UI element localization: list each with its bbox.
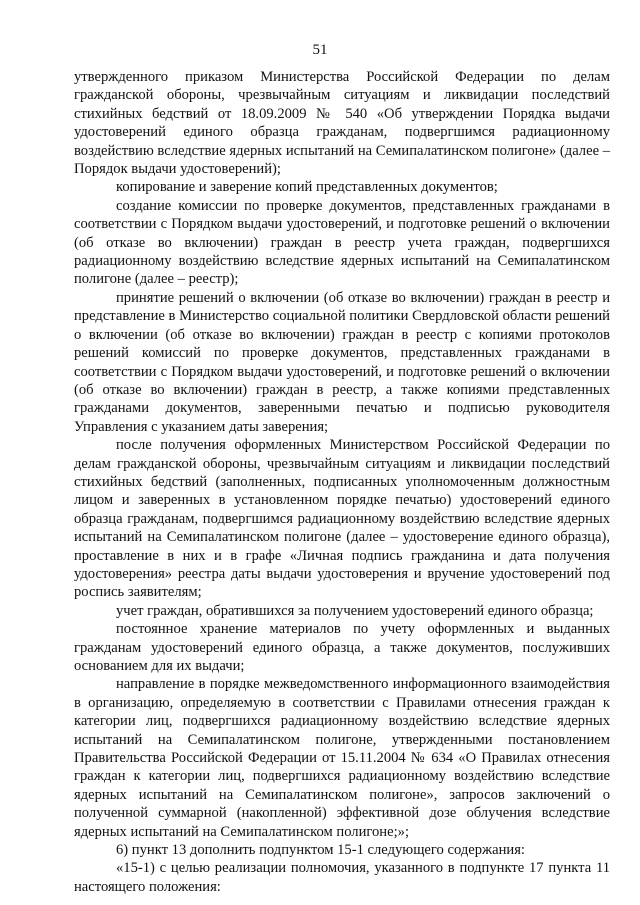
- paragraph: принятие решений о включении (об отказе во включении) граждан в реестр и представление в Министерство социальной политики Свердловской области решений о включении (об отказе во включении) граждан в реестр с копиями протоколов решений комиссий по проверке документов, представленных гражданами в соответствии с Порядком выдачи удостоверений, и подготовке решений о включении (об отказе во включении) граждан в реестр, а также копиями представленных гражданами документов, заверенными печатью и подписью руководителя Управления с указанием даты заверения;: [74, 289, 610, 435]
- paragraph: учет граждан, обратившихся за получением удостоверений единого образца;: [116, 602, 594, 619]
- paragraph: «15-1) с целью реализации полномочия, указанного в подпункте 17 пункта 11 настоящего положения:: [74, 860, 610, 895]
- paragraph: после получения оформленных Министерством Российской Федерации по делам гражданской обороны, чрезвычайным ситуациям и ликвидации последствий стихийных бедствий (заполненных, подписанных уполномоченным должностным лицом и заверенных в установленном порядке печатью) удостоверений единого образца гражданам, подвергшимся радиационному воздействию вследствие ядерных испытаний на Семипалатинском полигоне (далее – удостоверение единого образца), проставление в них и в графе «Личная подпись гражданина и дата получения удостоверения» реестра даты выдачи удостоверения и вручение удостоверений под роспись заявителям;: [74, 437, 610, 601]
- paragraph: постоянное хранение материалов по учету оформленных и выданных гражданам удостоверений единого образца, а также документов, послуживших основанием для их выдачи;: [74, 621, 610, 674]
- paragraph: направление в порядке межведомственного информационного взаимодействия в организацию, определяемую в соответствии с Правилами отнесения граждан к категории лиц, подвергшихся радиационному воздействию вследствие ядерных испытаний на Семипалатинском полигоне, утвержденными постановлением Правительства Российской Федерации от 15.11.2004 № 634 «О Правилах отнесения граждан к категории лиц, подвергшихся радиационному воздействию вследствие ядерных испытаний на Семипалатинском полигоне», запросов заключений о полученной суммарной (накопленной) эффективной дозе облучения вследствие ядерных испытаний на Семипалатинском полигоне;»;: [74, 676, 610, 840]
- paragraph: копирование и заверение копий представленных документов;: [116, 179, 498, 196]
- paragraph: создание комиссии по проверке документов, представленных гражданами в соответствии с Порядком выдачи удостоверений, и подготовке решений о включении (об отказе во включении) граждан в реестр учета граждан, подвергшихся радиационному воздействию вследствие ядерных испытаний на Семипалатинском полигоне (далее – реестр);: [74, 197, 610, 288]
- document-body: [74, 68, 610, 896]
- page-number: 51: [312, 42, 328, 58]
- paragraph-continuation: утвержденного приказом Министерства Российской Федерации по делам гражданской обороны, чрезвычайным ситуациям и ликвидации последствий стихийных бедствий от 18.09.2009 № 540 «Об утверждении Порядка выдачи удостоверений единого образца гражданам, подвергшимся радиационному воздействию вследствие ядерных испытаний на Семипалатинском полигоне» (далее – Порядок выдачи удостоверений);: [74, 69, 610, 178]
- paragraph: 6) пункт 13 дополнить подпунктом 15-1 следующего содержания:: [116, 842, 525, 859]
